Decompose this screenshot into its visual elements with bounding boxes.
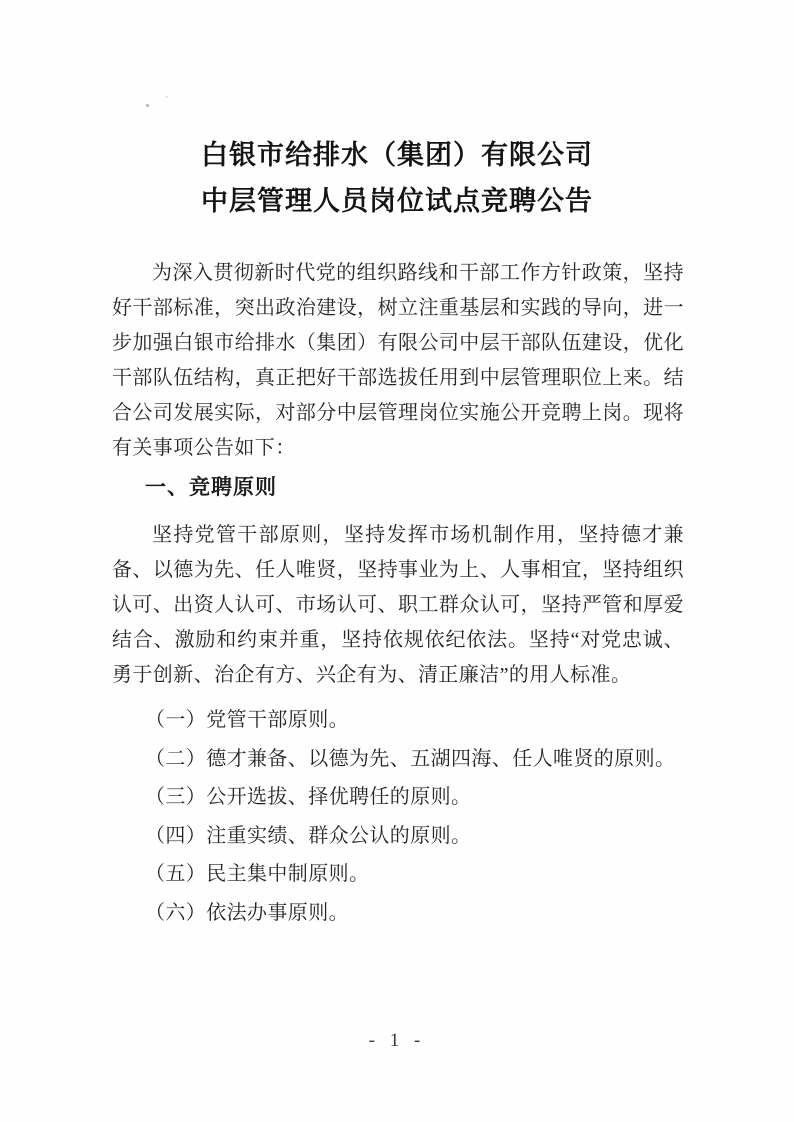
scan-artifact-dot xyxy=(146,104,149,107)
list-item: （二）德才兼备、以德为先、五湖四海、任人唯贤的原则。 xyxy=(145,747,676,770)
principle-list xyxy=(145,701,690,932)
principles-paragraph: 坚持党管干部原则，坚持发挥市场机制作用，坚持德才兼备、以德为先、任人唯贤，坚持事业为上、人事相宜，坚持组织认可、出资人认可、市场认可、职工群众认可，坚持严管和厚爱结合、激励和约束并重，坚持依规依纪依法。坚持“对党忠诚、勇于创新、治企有方、兴企有为、清正廉洁”的用人标准。 xyxy=(112,524,684,686)
scan-artifact-dot xyxy=(166,96,168,98)
list-item: （三）公开选拔、择优聘任的原则。 xyxy=(145,786,472,808)
list-item: （六）依法办事原则。 xyxy=(145,901,349,924)
title-line-2: 中层管理人员岗位试点竞聘公告 xyxy=(201,186,593,216)
list-item: （四）注重实绩、群众公认的原则。 xyxy=(145,824,472,847)
document-title xyxy=(0,132,794,224)
title-line-1: 白银市给排水（集团）有限公司 xyxy=(201,140,593,170)
intro-paragraph: 为深入贯彻新时代党的组织路线和干部工作方针政策，坚持好干部标准，突出政治建设，树立注重基层和实践的导向，进一步加强白银市给排水（集团）有限公司中层干部队伍建设，优化干部队伍结构，真正把好干部选拔任用到中层管理职位上来。结合公司发展实际，对部分中层管理岗位实施公开竞聘上岗。现将有关事项公告如下： xyxy=(112,262,684,459)
list-item: （一）党管干部原则。 xyxy=(145,709,349,731)
section-heading-principles: 一、竞聘原则 xyxy=(145,476,277,499)
list-item: （五）民主集中制原则。 xyxy=(145,863,370,885)
page-number: - 1 - xyxy=(368,1030,426,1051)
